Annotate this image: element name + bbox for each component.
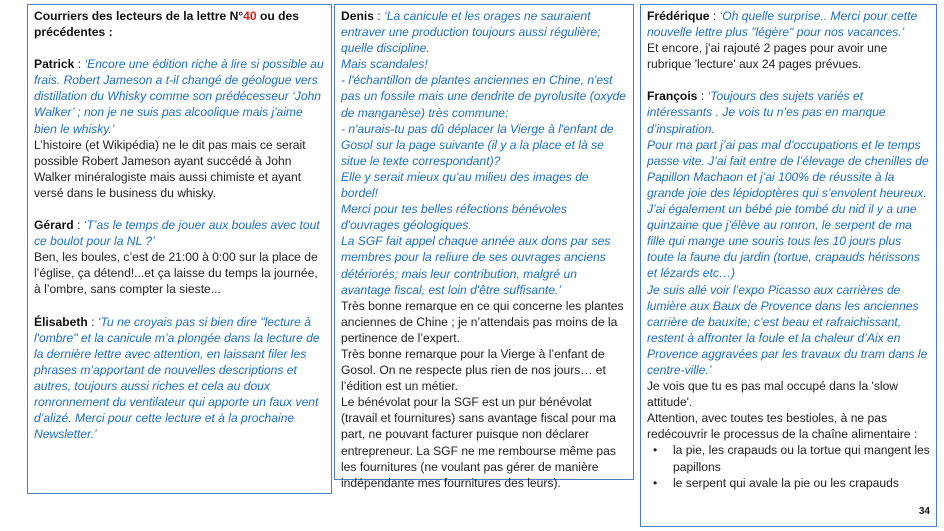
section-heading (34, 8, 325, 40)
separator: : (373, 9, 385, 23)
reader-name: Élisabeth (34, 314, 88, 329)
letters-column-right (640, 4, 937, 527)
editor-reply: Et encore, j'ai rajouté 2 pages pour avoir une rubrique 'lecture' aux 24 pages prévues. (647, 41, 888, 72)
reader-quote: - l'échantillon de plantes anciennes en Chine, n'est pas un fossile mais une dendrite de pyrolusite (oxyde de manganèse) très commune; (341, 73, 627, 120)
reader-quote: Merci pour tes belles réfections bénévoles d'ouvrages géologiques. (341, 202, 567, 233)
reader-quote: Mais scandales! (341, 57, 428, 72)
heading-text: Courriers des lecteurs de la lettre N° (34, 9, 244, 23)
letters-column-middle (334, 4, 634, 490)
reader-quote: ‘Tu ne croyais pas si bien dire "lecture à l'ombre" et la canicule m’a plongée dans la lecture de la dernière lettre avec attention, en laissant filer les phrases m’apportant de nouvelles descriptions et autres, toujours aussi riches et cela au doux ronronnement du ventilateur qui apporte un faux vent d’alizé. Merci pour cette lecture et à la prochaine Newsletter.’ (34, 314, 320, 442)
editor-reply: Très bonne remarque pour la Vierge à l’enfant de Gosol. On ne respecte plus rien de nos jours… et l’édition est un métier. (341, 346, 606, 394)
list-item: • le serpent qui avale la pie ou les crapauds (647, 475, 930, 491)
issue-number: 40 (243, 9, 257, 23)
reader-quote: J’ai également un bébé pie tombé du nid il y a une quinzaine que j’élève au ronron, le serpent de ma fille qui mange une souris tous les 10 jours plus toute la faune du jardin (tortue, crapauds hérissons et lézards etc…) (647, 202, 920, 281)
reader-quote: Elle y serait mieux qu'au milieu des images de bordel! (341, 169, 589, 201)
editor-reply: Je vois que tu es pas mal occupé dans la 'slow attitude'. (647, 379, 899, 410)
reader-name: Denis (341, 9, 374, 23)
editor-reply: Ben, les boules, c’est de 21:00 à 0:00 sur la place de l’église, ça détend!...et ça laisse du temps la journée, à l’ombre, sans compter la sieste... (34, 250, 318, 297)
editor-reply: Attention, avec toutes tes bestioles, à ne pas redécouvrir le processus de la chaîne alimentaire : (647, 411, 918, 442)
separator: : (74, 57, 85, 72)
editor-reply: Très bonne remarque en ce qui concerne les plantes anciennes de Chine ; je n’attendais pas moins de la pertinence de l’expert. (341, 298, 624, 345)
reader-quote: Pour ma part j’ai pas mal d’occupations et le temps passe vite. J’ai fait entre de l’élevage de chenilles de Papillon Machaon et j’ai 100% de réussite à la grande joie des lépidoptères qui s’envolent heureux. (647, 137, 929, 200)
reader-quote: ‘T’as le temps de jouer aux boules avec tout ce boulot pour la NL ?’ (34, 218, 320, 249)
letter-denis (341, 8, 627, 56)
editor-reply: Le bénévolat pour la SGF est un pur bénévolat (travail et fournitures) sans avantage fiscal pour ma part, ne pouvant facturer puisque non déclarer entrepreneur. La SGF ne me rembourse même pas les fournitures (ne voulant pas gérer de manière indépendante mes fournitures des leurs). (341, 395, 616, 490)
separator: : (73, 218, 84, 233)
heading-text-end: ou des précédentes : (34, 9, 299, 40)
letter-patrick (34, 56, 325, 136)
separator: : (709, 9, 720, 23)
list-item: • la pie, les crapauds ou la tortue qui mangent les papillons (647, 442, 930, 474)
letter-gerard (34, 217, 325, 249)
page-number: 34 (918, 506, 930, 517)
letters-column-left (27, 4, 332, 494)
reader-quote: ‘Toujours des sujets variés et intéressants . Je vois tu n’es pas en manque d’inspiration. (647, 89, 886, 136)
letter-frederique (647, 8, 930, 40)
reader-name: François (647, 89, 698, 104)
reader-quote: ‘La canicule et les orages ne sauraient entraver une production toujours aussi régulière; quelle discipline. (341, 9, 601, 56)
food-chain-list (647, 442, 930, 490)
separator: : (87, 314, 98, 329)
editor-reply: L’histoire (et Wikipédia) ne le dit pas mais ce serait possible Robert Jameson ayant succédé à John Walker minéralogiste mais aussi chimiste et ayant versé dans le business du whisky. (34, 137, 306, 200)
reader-quote: Je suis allé voir l’expo Picasso aux carrières de lumière aux Baux de Provence dans les anciennes carrière de bauxite; c’est beau et rafraichissant, restent à affronter la foule et la chaleur d’Aix en Provence aggravées par les travaux du tram dans le centre-ville.’ (647, 282, 928, 377)
reader-quote: - n'aurais-tu pas dû déplacer la Vierge à l'enfant de Gosol sur la page suivante (il y a la place et là se situe le texte correspondant)? (341, 121, 614, 168)
reader-name: Frédérique (647, 9, 710, 23)
reader-quote: ‘Encore une édition riche à lire si possible au frais. Robert Jameson a t-il changé de géologue vers distillation du Whisky comme son prédécesseur ‘John Walker’ ; non je ne suis pas alcoolique mais j'aime bien le whisky.’ (34, 57, 324, 136)
letter-elisabeth (34, 314, 325, 443)
reader-quote: La SGF fait appel chaque année aux dons par ses membres pour la reliure de ses ouvrages anciens détériorés; mais leur contribution, malgré un avantage fiscal, est loin d'être suffisante.’ (341, 234, 611, 297)
reader-name: Patrick (34, 57, 75, 72)
reader-name: Gérard (34, 218, 74, 233)
reader-quote: ‘Oh quelle surprise.. Merci pour cette nouvelle lettre plus "légère" pour nos vacances.’ (647, 9, 918, 40)
letter-francois (647, 88, 930, 136)
separator: : (697, 89, 708, 104)
